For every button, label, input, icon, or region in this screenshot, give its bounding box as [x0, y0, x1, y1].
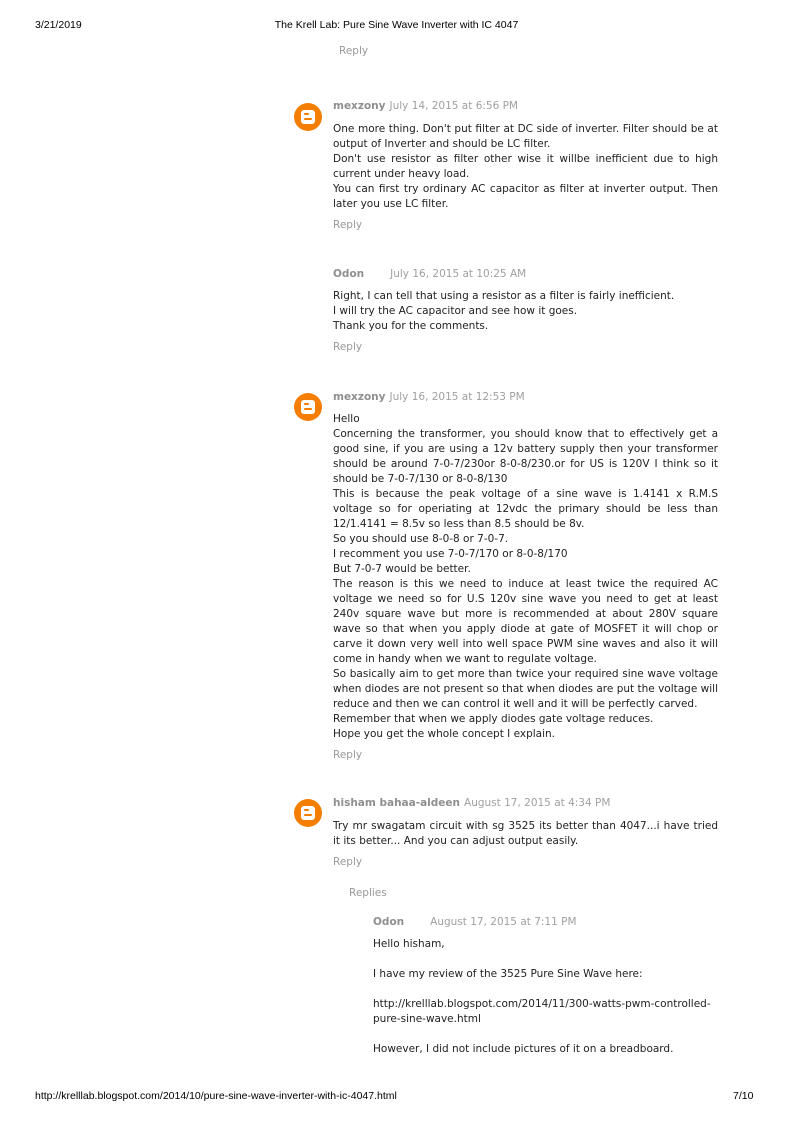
comment-line: Hope you get the whole concept I explain.	[333, 728, 555, 740]
comment-author[interactable]: Odon	[373, 916, 405, 928]
comment-meta	[333, 268, 526, 280]
comment-line: Concerning the transformer, you should know that to effectively get a good sine, if you are using a 12v battery supply then your transformer should be around 7-0-7/230or 8-0-8/230.or for US is 120V I think so it should be 7-0-7/130 or 8-0-8/130	[333, 428, 718, 485]
comment-line: This is because the peak voltage of a sine wave is 1.4141 x R.M.S voltage so for operiating at 12vdc the primary should be less than 12/1.4141 = 8.5v so less than 8.5 should be 8v.	[333, 488, 718, 530]
page-title: The Krell Lab: Pure Sine Wave Inverter with IC 4047	[274, 19, 519, 31]
comment-author[interactable]: mexzony	[333, 100, 386, 112]
comment-line: Hello hisham,	[373, 938, 445, 950]
comment-line: I have my review of the 3525 Pure Sine Wave here:	[373, 968, 643, 980]
comment-author[interactable]: Odon	[333, 268, 365, 280]
comment-body	[373, 937, 718, 1057]
comment-author[interactable]: mexzony	[333, 391, 386, 403]
comment-line: Right, I can tell that using a resistor as a filter is fairly inefficient.	[333, 290, 675, 302]
reply-link[interactable]: Reply	[333, 856, 363, 868]
replies-label[interactable]: Replies	[349, 887, 387, 899]
comment-line: So basically aim to get more than twice your required sine wave voltage when diodes are not present so that when diodes are put the voltage will reduce and then we can control it well and it will be perfectly carved.	[333, 668, 718, 710]
page-number: 7/10	[733, 1090, 754, 1102]
comment-line: I will try the AC capacitor and see how it goes.	[333, 305, 578, 317]
comment-line: I recomment you use 7-0-7/170 or 8-0-8/170	[333, 548, 568, 560]
comment-line: But 7-0-7 would be better.	[333, 563, 471, 575]
comment-author[interactable]: hisham bahaa-aldeen	[333, 797, 461, 809]
reply-link[interactable]: Reply	[333, 749, 363, 761]
comment-line: Remember that when we apply diodes gate voltage reduces.	[333, 713, 654, 725]
comment-line: Hello	[333, 413, 360, 425]
comment-timestamp[interactable]: August 17, 2015 at 7:11 PM	[430, 916, 577, 928]
comment-timestamp[interactable]: July 16, 2015 at 10:25 AM	[390, 268, 527, 280]
comment-meta	[333, 100, 518, 112]
comment-timestamp[interactable]: July 16, 2015 at 12:53 PM	[389, 391, 525, 403]
comment-body	[333, 289, 718, 334]
comment-line: One more thing. Don't put filter at DC side of inverter. Filter should be at output of Inverter and should be LC filter.	[333, 123, 718, 150]
review-link[interactable]: http://krelllab.blogspot.com/2014/11/300-watts-pwm-controlled-pure-sine-wave.html	[373, 998, 711, 1025]
comment-line: Don't use resistor as filter other wise it willbe inefficient due to high current under heavy load.	[333, 153, 718, 180]
blogger-avatar-icon	[294, 393, 322, 421]
comment-body	[333, 122, 718, 212]
comment-timestamp[interactable]: August 17, 2015 at 4:34 PM	[464, 797, 611, 809]
comment-line: Try mr swagatam circuit with sg 3525 its better than 4047...i have tried it its better... And you can adjust output easily.	[333, 820, 718, 847]
blogger-avatar-icon	[294, 103, 322, 131]
comment-line: So you should use 8-0-8 or 7-0-7.	[333, 533, 509, 545]
comment-meta	[333, 391, 525, 403]
comment-meta	[373, 916, 577, 928]
page-url: http://krelllab.blogspot.com/2014/10/pure-sine-wave-inverter-with-ic-4047.html	[35, 1090, 397, 1102]
comment-body	[333, 819, 718, 849]
comment-meta	[333, 797, 610, 809]
reply-link[interactable]: Reply	[333, 219, 363, 231]
comment-line: Thank you for the comments.	[333, 320, 489, 332]
reply-link[interactable]: Reply	[333, 341, 363, 353]
print-date: 3/21/2019	[35, 19, 82, 31]
reply-link[interactable]: Reply	[339, 45, 369, 57]
comment-body	[333, 412, 718, 742]
comment-line: However, I did not include pictures of it on a breadboard.	[373, 1043, 674, 1055]
comment-line: You can first try ordinary AC capacitor as filter at inverter output. Then later you use LC filter.	[333, 183, 718, 210]
blogger-avatar-icon	[294, 799, 322, 827]
comment-line: The reason is this we need to induce at least twice the required AC voltage we need so for U.S 120v sine wave you need to get at least 240v square wave but more is recommended at about 280V square wave so that when you apply diode at gate of MOSFET it will chop or carve it down very well into well space PWM sine waves and also it will come in handy when we want to regulate voltage.	[333, 578, 718, 665]
comment-timestamp[interactable]: July 14, 2015 at 6:56 PM	[389, 100, 518, 112]
